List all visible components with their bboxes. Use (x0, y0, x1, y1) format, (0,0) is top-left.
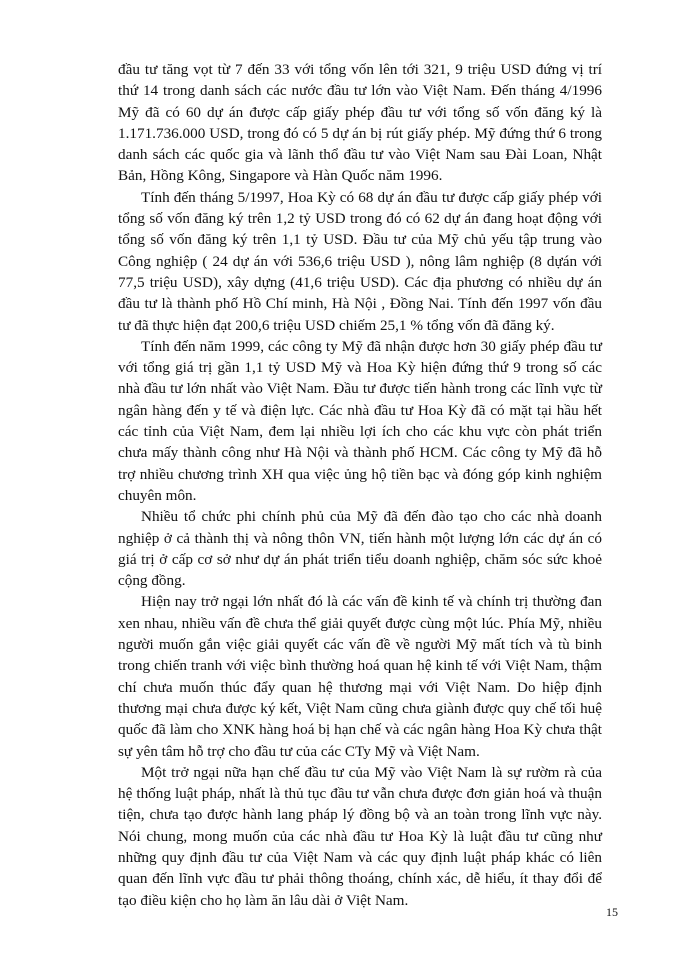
paragraph-obstacles: Hiện nay trở ngại lớn nhất đó là các vấn đề kinh tế và chính trị thường đan xen nhau, nhiều vấn đề chưa thể giải quyết được cùng một lúc. Phía Mỹ, nhiều người muốn gắn việc giải quyết các vấn đề về người Mỹ mất tích và tù binh trong chiến tranh với việc bình thường hoá quan hệ kinh tế với Việt Nam, thậm chí chưa muốn thúc đẩy quan hệ thương mại với Việt Nam. Do hiệp định thương mại chưa được ký kết, Việt Nam cũng chưa giành được quy chế tối huệ quốc đã làm cho XNK hàng hoá bị hạn chế và các ngân hàng Hoa Kỳ chưa thật sự yên tâm hỗ trợ cho đầu tư của các CTy Mỹ và Việt Nam. (118, 593, 602, 760)
paragraph-us-investment-1997: Tính đến tháng 5/1997, Hoa Kỳ có 68 dự án đầu tư được cấp giấy phép với tổng số vốn đăng ký trên 1,2 tỷ USD trong đó có 62 dự án đang hoạt động với tổng số vốn đăng ký trên 1,1 tỷ USD. Đầu tư của Mỹ chủ yếu tập trung vào Công nghiệp ( 24 dự án với 536,6 triệu USD ), nông lâm nghiệp (8 dựán với 77,5 triệu USD), xây dựng (41,6 triệu USD). Các địa phương có nhiều dự án đầu tư là thành phố Hồ Chí minh, Hà Nội , Đồng Nai. Tính đến 1997 vốn đầu tư đã thực hiện đạt 200,6 triệu USD chiếm 25,1 % tổng vốn đã đăng ký. (118, 188, 602, 334)
document-body (118, 59, 602, 911)
page-number: 15 (606, 905, 618, 919)
paragraph-legal-obstacles: Một trở ngại nữa hạn chế đầu tư của Mỹ vào Việt Nam là sự rườm rà của hệ thống luật pháp, nhất là thủ tục đầu tư vẫn chưa được đơn giản hoá và thuận tiện, chưa tạo được hành lang pháp lý đồng bộ và an toàn trong lĩnh vực này. Nói chung, mong muốn của các nhà đầu tư Hoa Kỳ là luật đầu tư cũng như những quy định đầu tư của Việt Nam và các quy định luật pháp khác có liên quan đến lĩnh vực đầu tư phải thông thoáng, chính xác, dễ hiểu, ít thay đổi để tạo điều kiện cho họ làm ăn lâu dài ở Việt Nam. (118, 763, 602, 909)
paragraph-us-investment-1996: đầu tư tăng vọt từ 7 đến 33 với tổng vốn lên tới 321, 9 triệu USD đứng vị trí thứ 14 trong danh sách các nước đầu tư lớn vào Việt Nam. Đến tháng 4/1996 Mỹ đã có 60 dự án được cấp giấy phép đầu tư với tổng số vốn đăng ký là 1.171.736.000 USD, trong đó có 5 dự án bị rút giấy phép. Mỹ đứng thứ 6 trong danh sách các quốc gia và lãnh thổ đầu tư vào Việt Nam sau Đài Loan, Nhật Bản, Hồng Kông, Singapore và Hàn Quốc năm 1996. (118, 61, 602, 185)
paragraph-ngo-training: Nhiều tổ chức phi chính phủ của Mỹ đã đến đào tạo cho các nhà doanh nghiệp ở cả thành thị và nông thôn VN, tiến hành một lượng lớn các dự án có giá trị ở cấp cơ sở như dự án phát triển tiểu doanh nghiệp, chăm sóc sức khoẻ cộng đồng. (118, 508, 602, 590)
paragraph-us-investment-1999: Tính đến năm 1999, các công ty Mỹ đã nhận được hơn 30 giấy phép đầu tư với tổng giá trị gần 1,1 tỷ USD Mỹ và Hoa Kỳ hiện đứng thứ 9 trong số các nhà đầu tư lớn nhất vào Việt Nam. Đầu tư được tiến hành trong các lĩnh vực từ ngân hàng đến y tế và điện lực. Các nhà đầu tư Hoa Kỳ đã có mặt tại hầu hết các tỉnh của Việt Nam, đem lại nhiều lợi ích cho các khu vực còn phát triển chưa mấy thành công như Hà Nội và thành phố HCM. Các công ty Mỹ đã hỗ trợ nhiều chương trình XH qua việc ủng hộ tiền bạc và đóng góp kinh nghiệm chuyên môn. (118, 337, 602, 504)
